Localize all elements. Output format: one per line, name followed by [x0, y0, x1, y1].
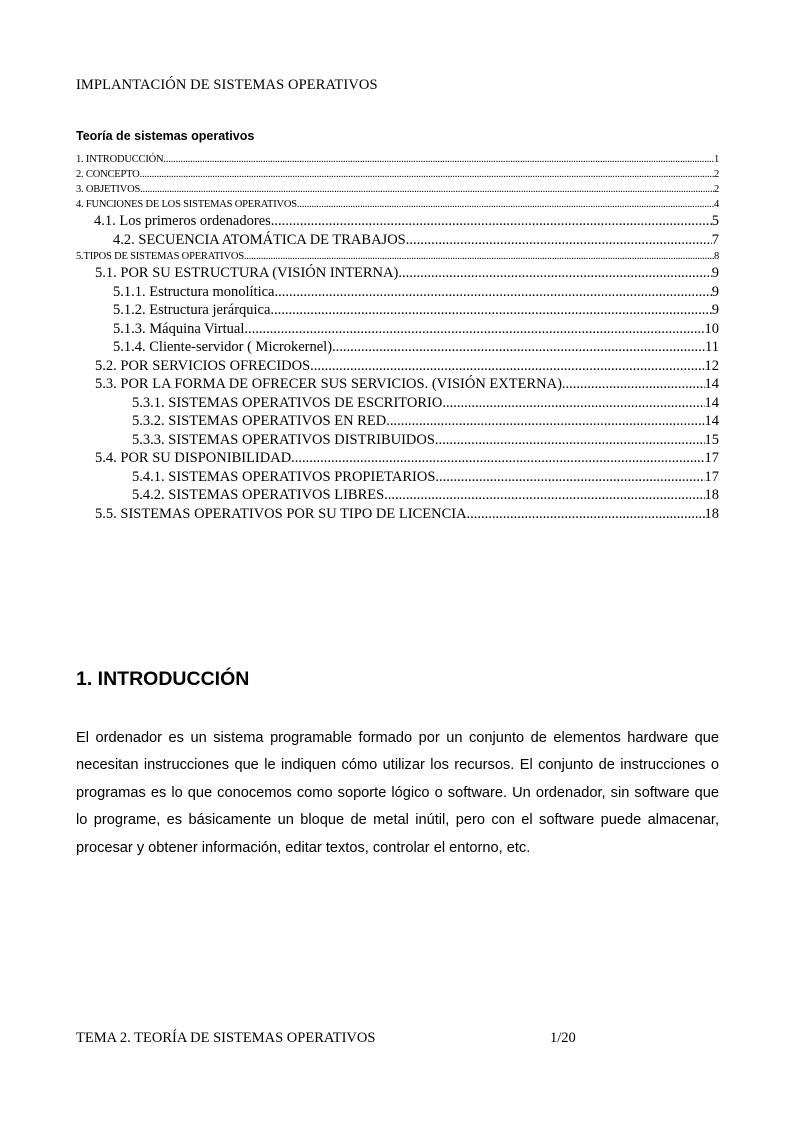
toc-entry-page: 9	[711, 302, 719, 318]
body-paragraph: El ordenador es un sistema programable formado por un conjunto de elementos hardware que necesitan instrucciones que le indiquen cómo utilizar los recursos. El conjunto de instrucciones o programas es lo que conocemos como soporte lógico o software. Un ordenador, sin software que lo programe, es básicamente un bloque de metal inútil, pero con el software puede almacenar, procesar y obtener información, editar textos, controlar el entorno, etc.	[76, 730, 719, 856]
toc-leader-dots	[140, 182, 714, 197]
toc-entry-page: 12	[704, 357, 719, 374]
toc-entry[interactable]	[76, 394, 719, 413]
toc-entry[interactable]	[76, 468, 719, 487]
toc-entry[interactable]	[76, 449, 719, 468]
toc-leader-dots	[562, 375, 705, 394]
toc-entry-label: 5.1.4. Cliente-servidor ( Microkernel)	[113, 339, 333, 355]
toc-entry[interactable]	[76, 375, 719, 394]
toc-entry-label: 5.4.2. SISTEMAS OPERATIVOS LIBRES	[132, 487, 385, 503]
toc-entry[interactable]	[76, 152, 719, 167]
toc-entry-page: 5	[711, 213, 719, 229]
toc-leader-dots	[297, 197, 714, 212]
toc-entry[interactable]	[76, 249, 719, 264]
toc-entry-page: 18	[704, 505, 719, 522]
toc-entry-label: 5.4.1. SISTEMAS OPERATIVOS PROPIETARIOS	[132, 468, 436, 485]
toc-entry-page: 18	[704, 487, 719, 503]
toc-entry[interactable]	[76, 264, 719, 283]
toc-entry-label: 4.2. SECUENCIA ATOMÁTICA DE TRABAJOS	[113, 231, 406, 248]
toc-entry-page: 17	[704, 468, 719, 485]
toc-entry-page: 1	[713, 154, 719, 165]
toc-entry[interactable]	[76, 505, 719, 524]
toc-entry[interactable]	[76, 182, 719, 197]
toc-entry-label: 5.1.1. Estructura monolítica	[113, 283, 275, 300]
toc-entry[interactable]	[76, 231, 719, 250]
toc-leader-dots	[406, 231, 712, 250]
toc-entry-label: 5.3. POR LA FORMA DE OFRECER SUS SERVICIOS. (VISIÓN EXTERNA)	[95, 376, 562, 392]
toc-entry-page: 15	[704, 431, 719, 448]
running-header: IMPLANTACIÓN DE SISTEMAS OPERATIVOS	[76, 77, 378, 93]
toc-entry-label: 5.5. SISTEMAS OPERATIVOS POR SU TIPO DE LICENCIA	[95, 505, 467, 522]
toc-entry-label: 3. OBJETIVOS	[76, 184, 141, 195]
toc-entry[interactable]	[76, 167, 719, 182]
toc-entry-label: 5.1. POR SU ESTRUCTURA (VISIÓN INTERNA)	[95, 265, 399, 281]
toc-entry-label: 5.3.2. SISTEMAS OPERATIVOS EN RED	[132, 413, 387, 429]
toc-entry-page: 17	[704, 450, 719, 466]
toc-entry[interactable]	[76, 338, 719, 357]
toc-entry-page: 9	[711, 283, 719, 300]
toc-entry-label: 4.1. Los primeros ordenadores	[94, 213, 271, 229]
toc-leader-dots	[386, 412, 704, 431]
toc-entry-label: 1. INTRODUCCIÓN	[76, 154, 164, 165]
toc-entry-page: 14	[704, 394, 719, 411]
toc-entry-page: 10	[704, 320, 719, 337]
toc-entry[interactable]	[76, 486, 719, 505]
toc-entry-label: 5.1.3. Máquina Virtual	[113, 320, 245, 337]
toc-leader-dots	[274, 283, 711, 302]
section-heading: 1. INTRODUCCIÓN	[76, 668, 250, 690]
table-of-contents	[76, 152, 719, 523]
toc-entry-label: 2. CONCEPTO	[76, 169, 140, 180]
toc-entry[interactable]	[76, 301, 719, 320]
footer-title: TEMA 2. TEORÍA DE SISTEMAS OPERATIVOS	[76, 1030, 376, 1046]
toc-entry-page: 4	[713, 199, 719, 210]
toc-entry-label: 4. FUNCIONES DE LOS SISTEMAS OPERATIVOS	[76, 199, 297, 210]
toc-leader-dots	[435, 431, 705, 450]
toc-leader-dots	[398, 264, 711, 283]
toc-entry-page: 2	[713, 184, 719, 195]
toc-entry[interactable]	[76, 320, 719, 339]
toc-leader-dots	[244, 249, 714, 264]
toc-entry-page: 14	[704, 413, 719, 429]
toc-entry[interactable]	[76, 212, 719, 231]
toc-leader-dots	[271, 212, 712, 231]
toc-entry-label: 5.1.2. Estructura jerárquica	[113, 302, 271, 318]
toc-leader-dots	[310, 357, 704, 376]
toc-entry[interactable]	[76, 357, 719, 376]
toc-entry[interactable]	[76, 197, 719, 212]
toc-entry-page: 2	[713, 169, 719, 180]
toc-title: Teoría de sistemas operativos	[76, 129, 255, 143]
toc-entry-label: 5.TIPOS DE SISTEMAS OPERATIVOS	[76, 251, 244, 262]
toc-leader-dots	[467, 505, 705, 524]
toc-entry-label: 5.3.1. SISTEMAS OPERATIVOS DE ESCRITORIO	[132, 394, 443, 411]
toc-entry-label: 5.4. POR SU DISPONIBILIDAD	[95, 450, 292, 466]
toc-leader-dots	[270, 301, 711, 320]
toc-leader-dots	[384, 486, 704, 505]
toc-entry-page: 11	[705, 339, 719, 355]
toc-entry[interactable]	[76, 283, 719, 302]
toc-leader-dots	[140, 167, 714, 182]
toc-leader-dots	[435, 468, 704, 487]
toc-entry-label: 5.3.3. SISTEMAS OPERATIVOS DISTRIBUIDOS	[132, 431, 435, 448]
footer-page-number: 1/20	[550, 1030, 576, 1046]
toc-leader-dots	[244, 320, 704, 339]
toc-entry-label: 5.2. POR SERVICIOS OFRECIDOS	[95, 357, 311, 374]
toc-entry-page: 8	[713, 251, 719, 262]
toc-leader-dots	[332, 338, 705, 357]
toc-entry-page: 14	[704, 376, 719, 392]
toc-entry-page: 9	[711, 265, 719, 281]
toc-entry[interactable]	[76, 412, 719, 431]
toc-leader-dots	[163, 152, 714, 167]
toc-entry-page: 7	[711, 231, 719, 248]
toc-leader-dots	[291, 449, 704, 468]
toc-entry[interactable]	[76, 431, 719, 450]
toc-leader-dots	[442, 394, 704, 413]
